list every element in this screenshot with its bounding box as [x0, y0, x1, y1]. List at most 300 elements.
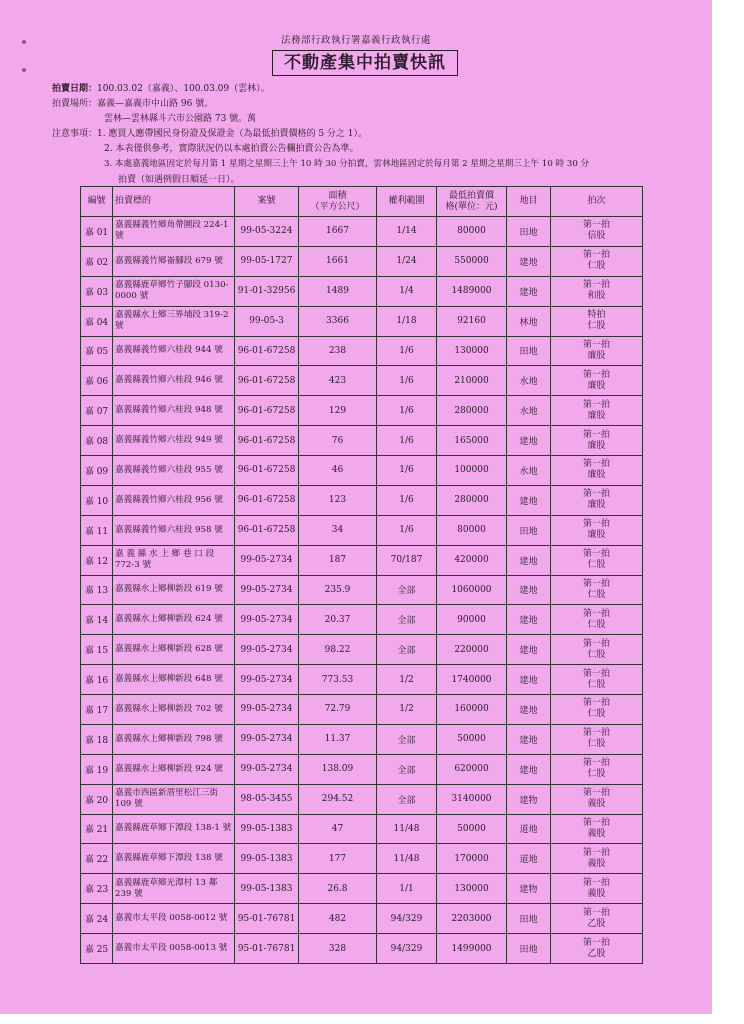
cell-area: 72.79 — [299, 695, 377, 725]
round-label: 第一拍 — [582, 877, 610, 888]
cell-price: 130000 — [437, 336, 507, 366]
cell-rights: 1/6 — [377, 396, 437, 426]
cell-land: 建地 — [507, 485, 551, 515]
cell-case: 99-05-3224 — [235, 217, 299, 247]
cell-case: 99-05-1383 — [235, 814, 299, 844]
round-label: 第一拍 — [582, 280, 610, 291]
cell-price: 165000 — [437, 426, 507, 456]
auction-place-line — [52, 96, 213, 109]
cell-round — [551, 844, 643, 874]
cell-land: 林地 — [507, 306, 551, 336]
cell-price: 210000 — [437, 366, 507, 396]
cell-area: 1661 — [299, 246, 377, 276]
round-label: 第一拍 — [582, 608, 610, 619]
table-row — [81, 814, 643, 844]
punch-hole — [22, 68, 26, 72]
cell-target: 嘉義縣義竹鄉六桂段 955 號 — [113, 456, 235, 486]
cell-target: 嘉義縣水上鄉柳新段 924 號 — [113, 754, 235, 784]
cell-id: 嘉 13 — [81, 575, 113, 605]
court-division: 和股 — [587, 291, 606, 302]
document-title: 不動產集中拍賣快訊 — [272, 50, 458, 76]
round-label: 第一拍 — [582, 220, 610, 231]
cell-rights: 94/329 — [377, 904, 437, 934]
table-row — [81, 366, 643, 396]
table-row — [81, 426, 643, 456]
cell-id: 嘉 18 — [81, 724, 113, 754]
cell-id: 嘉 23 — [81, 874, 113, 904]
cell-land: 建地 — [507, 575, 551, 605]
round-label: 第一拍 — [582, 937, 610, 948]
cell-case: 96-01-67258 — [235, 426, 299, 456]
cell-area: 98.22 — [299, 635, 377, 665]
cell-case: 99-05-2734 — [235, 635, 299, 665]
table-body — [81, 217, 643, 964]
cell-target: 嘉義縣鹿草鄉下潭段 138 號 — [113, 844, 235, 874]
cell-rights: 1/6 — [377, 456, 437, 486]
cell-area: 26.8 — [299, 874, 377, 904]
cell-round — [551, 754, 643, 784]
table-row — [81, 784, 643, 814]
cell-id: 嘉 08 — [81, 426, 113, 456]
court-division: 仁股 — [587, 321, 606, 332]
cell-price: 420000 — [437, 545, 507, 575]
round-label: 第一拍 — [582, 907, 610, 918]
cell-target: 嘉義縣義竹鄉六桂段 958 號 — [113, 515, 235, 545]
auction-place-yunlin: 雲林—雲林縣斗六市公園路 73 號。萬 — [104, 114, 257, 124]
cell-land: 建地 — [507, 665, 551, 695]
cell-rights: 1/6 — [377, 515, 437, 545]
cell-round — [551, 695, 643, 725]
table-row — [81, 545, 643, 575]
cell-case: 98-05-3455 — [235, 784, 299, 814]
cell-land: 建物 — [507, 784, 551, 814]
cell-round — [551, 545, 643, 575]
round-label: 特拍 — [587, 310, 606, 321]
auction-table — [80, 186, 643, 964]
cell-land: 田地 — [507, 904, 551, 934]
cell-case: 95-01-76781 — [235, 934, 299, 964]
cell-round — [551, 575, 643, 605]
table-row — [81, 904, 643, 934]
cell-area: 1667 — [299, 217, 377, 247]
round-label: 第一拍 — [582, 339, 610, 350]
cell-rights: 1/14 — [377, 217, 437, 247]
cell-round — [551, 635, 643, 665]
cell-case: 99-05-2734 — [235, 754, 299, 784]
round-label: 第一拍 — [582, 638, 610, 649]
cell-area: 76 — [299, 426, 377, 456]
cell-area: 47 — [299, 814, 377, 844]
table-row — [81, 456, 643, 486]
cell-case: 99-05-2734 — [235, 545, 299, 575]
cell-id: 嘉 09 — [81, 456, 113, 486]
cell-id: 嘉 19 — [81, 754, 113, 784]
col-header-price: 最低拍賣價 格(單位：元) — [437, 187, 507, 217]
table-row — [81, 246, 643, 276]
cell-round — [551, 276, 643, 306]
cell-round — [551, 306, 643, 336]
cell-price: 220000 — [437, 635, 507, 665]
agency-name: 法務部行政執行署嘉義行政執行處 — [280, 35, 431, 46]
court-division: 仁股 — [587, 709, 606, 720]
cell-area: 187 — [299, 545, 377, 575]
cell-id: 嘉 15 — [81, 635, 113, 665]
cell-rights: 1/6 — [377, 366, 437, 396]
cell-id: 嘉 04 — [81, 306, 113, 336]
court-division: 信股 — [587, 231, 606, 242]
notes-label: 注意事項： — [52, 129, 98, 139]
cell-price: 100000 — [437, 456, 507, 486]
cell-price: 1060000 — [437, 575, 507, 605]
auction-place-label: 拍賣場所： — [52, 99, 98, 109]
cell-target: 嘉義縣義竹鄉角帶圍段 224-1 號 — [113, 217, 235, 247]
cell-price: 130000 — [437, 874, 507, 904]
table-row — [81, 695, 643, 725]
cell-area: 177 — [299, 844, 377, 874]
cell-target: 嘉義縣義竹鄉六桂段 944 號 — [113, 336, 235, 366]
cell-case: 91-01-32956 — [235, 276, 299, 306]
cell-price: 160000 — [437, 695, 507, 725]
table-row — [81, 665, 643, 695]
round-label: 第一拍 — [582, 788, 610, 799]
court-division: 仁股 — [587, 560, 606, 571]
auction-date-value: 100.03.02（嘉義）、100.03.09（雲林）。 — [97, 84, 270, 94]
table-row — [81, 934, 643, 964]
table-row — [81, 396, 643, 426]
cell-price: 50000 — [437, 814, 507, 844]
auction-place-chiayi: 嘉義—嘉義市中山路 96 號。 — [97, 99, 214, 109]
table-row — [81, 306, 643, 336]
round-label: 第一拍 — [582, 489, 610, 500]
cell-land: 水地 — [507, 396, 551, 426]
note-3-continued: 拍賣（如遇例假日順延一日）。 — [118, 175, 240, 185]
cell-land: 建地 — [507, 754, 551, 784]
cell-target: 嘉義縣義竹鄉崙腳段 679 號 — [113, 246, 235, 276]
cell-area: 34 — [299, 515, 377, 545]
round-label: 第一拍 — [582, 728, 610, 739]
cell-rights: 1/18 — [377, 306, 437, 336]
cell-rights: 全部 — [377, 784, 437, 814]
cell-id: 嘉 24 — [81, 904, 113, 934]
cell-land: 田地 — [507, 217, 551, 247]
cell-round — [551, 217, 643, 247]
cell-case: 96-01-67258 — [235, 485, 299, 515]
table-row — [81, 724, 643, 754]
court-division: 廉股 — [587, 350, 606, 361]
cell-area: 482 — [299, 904, 377, 934]
cell-id: 嘉 07 — [81, 396, 113, 426]
court-division: 廉股 — [587, 470, 606, 481]
round-label: 第一拍 — [582, 847, 610, 858]
cell-target: 嘉義縣鹿草鄉光潭村 13 鄰 239 號 — [113, 874, 235, 904]
note-2: 2. 本表僅供參考，實際狀況仍以本處拍賣公告欄拍賣公告為準。 — [104, 144, 359, 154]
cell-land: 建地 — [507, 246, 551, 276]
court-division: 仁股 — [587, 769, 606, 780]
cell-round — [551, 814, 643, 844]
cell-price: 280000 — [437, 485, 507, 515]
cell-case: 96-01-67258 — [235, 366, 299, 396]
court-division: 廉股 — [587, 530, 606, 541]
notes-line-1 — [52, 126, 367, 139]
cell-case: 99-05-2734 — [235, 665, 299, 695]
cell-id: 嘉 21 — [81, 814, 113, 844]
cell-case: 96-01-67258 — [235, 336, 299, 366]
court-division: 義股 — [587, 828, 606, 839]
cell-rights: 94/329 — [377, 934, 437, 964]
col-header-area: 面積 （平方公尺） — [299, 187, 377, 217]
note-1: 1. 應買人應帶國民身份證及保證金（為最低拍賣價格的 5 分之 1）。 — [97, 129, 367, 139]
court-division: 廉股 — [587, 410, 606, 421]
table-row — [81, 575, 643, 605]
court-division: 廉股 — [587, 440, 606, 451]
cell-id: 嘉 05 — [81, 336, 113, 366]
table-header-row — [81, 187, 643, 217]
cell-land: 田地 — [507, 515, 551, 545]
table-row — [81, 276, 643, 306]
cell-id: 嘉 12 — [81, 545, 113, 575]
cell-land: 建地 — [507, 695, 551, 725]
table-row — [81, 515, 643, 545]
cell-id: 嘉 03 — [81, 276, 113, 306]
note-3: 3. 本處嘉義地區固定於每月第 1 星期之星期三上午 10 時 30 分拍賣，雲林地區固定於每月第 2 星期之星期三上午 10 時 30 分 — [104, 159, 590, 169]
cell-target: 嘉義縣鹿草鄉下潭段 138-1 號 — [113, 814, 235, 844]
cell-area: 11.37 — [299, 724, 377, 754]
cell-round — [551, 246, 643, 276]
col-header-target: 拍賣標的 — [113, 187, 235, 217]
cell-land: 建地 — [507, 635, 551, 665]
cell-land: 建地 — [507, 545, 551, 575]
col-header-rights: 權利範圍 — [377, 187, 437, 217]
cell-case: 99-05-2734 — [235, 575, 299, 605]
cell-price: 50000 — [437, 724, 507, 754]
cell-area: 294.52 — [299, 784, 377, 814]
cell-rights: 1/6 — [377, 485, 437, 515]
cell-rights: 1/24 — [377, 246, 437, 276]
cell-land: 建地 — [507, 276, 551, 306]
cell-area: 773.53 — [299, 665, 377, 695]
cell-area: 138.09 — [299, 754, 377, 784]
court-division: 仁股 — [587, 619, 606, 630]
cell-price: 620000 — [437, 754, 507, 784]
col-header-case: 案號 — [235, 187, 299, 217]
cell-rights: 11/48 — [377, 844, 437, 874]
cell-case: 99-05-2734 — [235, 695, 299, 725]
cell-round — [551, 665, 643, 695]
cell-target: 嘉 義 縣 水 上 鄉 巷 口 段 772-3 號 — [113, 545, 235, 575]
table-row — [81, 874, 643, 904]
cell-id: 嘉 11 — [81, 515, 113, 545]
round-label: 第一拍 — [582, 429, 610, 440]
cell-area: 423 — [299, 366, 377, 396]
cell-rights: 1/6 — [377, 336, 437, 366]
cell-land: 水地 — [507, 366, 551, 396]
cell-land: 田地 — [507, 336, 551, 366]
court-division: 仁股 — [587, 679, 606, 690]
cell-target: 嘉義市西區新厝里松江三街 109 號 — [113, 784, 235, 814]
round-label: 第一拍 — [582, 519, 610, 530]
cell-id: 嘉 10 — [81, 485, 113, 515]
cell-price: 2203000 — [437, 904, 507, 934]
cell-rights: 11/48 — [377, 814, 437, 844]
cell-round — [551, 485, 643, 515]
cell-case: 96-01-67258 — [235, 456, 299, 486]
cell-rights: 1/1 — [377, 874, 437, 904]
cell-area: 46 — [299, 456, 377, 486]
round-label: 第一拍 — [582, 817, 610, 828]
cell-target: 嘉義縣水上鄉三界埔段 319-2 號 — [113, 306, 235, 336]
court-division: 乙股 — [587, 948, 606, 959]
auction-date-label: 拍賣日期： — [52, 84, 98, 94]
cell-round — [551, 366, 643, 396]
cell-rights: 1/6 — [377, 426, 437, 456]
table-row — [81, 217, 643, 247]
cell-price: 80000 — [437, 515, 507, 545]
cell-round — [551, 724, 643, 754]
cell-round — [551, 396, 643, 426]
cell-id: 嘉 02 — [81, 246, 113, 276]
cell-rights: 全部 — [377, 605, 437, 635]
cell-price: 3140000 — [437, 784, 507, 814]
court-division: 仁股 — [587, 261, 606, 272]
cell-case: 99-05-2734 — [235, 605, 299, 635]
court-division: 仁股 — [587, 649, 606, 660]
cell-round — [551, 784, 643, 814]
cell-price: 90000 — [437, 605, 507, 635]
col-header-id: 編號 — [81, 187, 113, 217]
cell-id: 嘉 06 — [81, 366, 113, 396]
cell-rights: 全部 — [377, 754, 437, 784]
cell-round — [551, 605, 643, 635]
cell-land: 建地 — [507, 724, 551, 754]
cell-target: 嘉義縣水上鄉柳新段 702 號 — [113, 695, 235, 725]
cell-rights: 1/2 — [377, 665, 437, 695]
cell-round — [551, 456, 643, 486]
cell-target: 嘉義縣水上鄉柳新段 619 號 — [113, 575, 235, 605]
table-row — [81, 844, 643, 874]
cell-area: 3366 — [299, 306, 377, 336]
cell-area: 238 — [299, 336, 377, 366]
cell-target: 嘉義縣義竹鄉六桂段 956 號 — [113, 485, 235, 515]
cell-case: 99-05-2734 — [235, 724, 299, 754]
cell-land: 建地 — [507, 605, 551, 635]
cell-land: 建地 — [507, 426, 551, 456]
col-header-land: 地目 — [507, 187, 551, 217]
round-label: 第一拍 — [582, 698, 610, 709]
round-label: 第一拍 — [582, 250, 610, 261]
cell-area: 328 — [299, 934, 377, 964]
cell-target: 嘉義縣義竹鄉六桂段 946 號 — [113, 366, 235, 396]
cell-rights: 70/187 — [377, 545, 437, 575]
cell-case: 96-01-67258 — [235, 515, 299, 545]
cell-land: 道地 — [507, 844, 551, 874]
cell-case: 96-01-67258 — [235, 396, 299, 426]
cell-target: 嘉義縣義竹鄉六桂段 948 號 — [113, 396, 235, 426]
col-header-round: 拍次 — [551, 187, 643, 217]
round-label: 第一拍 — [582, 399, 610, 410]
court-division: 義股 — [587, 799, 606, 810]
table-row — [81, 754, 643, 784]
round-label: 第一拍 — [582, 578, 610, 589]
cell-case: 99-05-3 — [235, 306, 299, 336]
cell-id: 嘉 22 — [81, 844, 113, 874]
cell-case: 99-05-1383 — [235, 844, 299, 874]
cell-price: 80000 — [437, 217, 507, 247]
cell-price: 550000 — [437, 246, 507, 276]
court-division: 廉股 — [587, 500, 606, 511]
cell-rights: 全部 — [377, 635, 437, 665]
cell-target: 嘉義縣鹿草鄉竹子腳段 0130-0000 號 — [113, 276, 235, 306]
cell-area: 1489 — [299, 276, 377, 306]
cell-id: 嘉 25 — [81, 934, 113, 964]
round-label: 第一拍 — [582, 758, 610, 769]
cell-price: 92160 — [437, 306, 507, 336]
cell-id: 嘉 14 — [81, 605, 113, 635]
court-division: 仁股 — [587, 589, 606, 600]
cell-id: 嘉 01 — [81, 217, 113, 247]
round-label: 第一拍 — [582, 549, 610, 560]
cell-round — [551, 336, 643, 366]
cell-area: 129 — [299, 396, 377, 426]
cell-target: 嘉義市太平段 0058-0013 號 — [113, 934, 235, 964]
cell-case: 99-05-1727 — [235, 246, 299, 276]
cell-id: 嘉 16 — [81, 665, 113, 695]
cell-round — [551, 904, 643, 934]
cell-target: 嘉義縣水上鄉柳新段 628 號 — [113, 635, 235, 665]
cell-round — [551, 874, 643, 904]
cell-target: 嘉義縣水上鄉柳新段 648 號 — [113, 665, 235, 695]
cell-target: 嘉義縣水上鄉柳新段 624 號 — [113, 605, 235, 635]
cell-case: 95-01-76781 — [235, 904, 299, 934]
cell-land: 建物 — [507, 874, 551, 904]
cell-round — [551, 426, 643, 456]
court-division: 仁股 — [587, 739, 606, 750]
cell-id: 嘉 20 — [81, 784, 113, 814]
cell-rights: 1/2 — [377, 695, 437, 725]
cell-target: 嘉義縣水上鄉柳新段 798 號 — [113, 724, 235, 754]
cell-area: 123 — [299, 485, 377, 515]
cell-rights: 1/4 — [377, 276, 437, 306]
cell-target: 嘉義市太平段 0058-0012 號 — [113, 904, 235, 934]
round-label: 第一拍 — [582, 369, 610, 380]
cell-land: 水地 — [507, 456, 551, 486]
auction-date-line — [52, 81, 270, 94]
table-row — [81, 605, 643, 635]
cell-land: 田地 — [507, 934, 551, 964]
cell-area: 20.37 — [299, 605, 377, 635]
cell-round — [551, 515, 643, 545]
cell-target: 嘉義縣義竹鄉六桂段 949 號 — [113, 426, 235, 456]
cell-rights: 全部 — [377, 724, 437, 754]
court-division: 廉股 — [587, 380, 606, 391]
table-row — [81, 485, 643, 515]
cell-land: 道地 — [507, 814, 551, 844]
table-row — [81, 635, 643, 665]
court-division: 乙股 — [587, 918, 606, 929]
cell-price: 280000 — [437, 396, 507, 426]
round-label: 第一拍 — [582, 459, 610, 470]
court-division: 義股 — [587, 888, 606, 899]
cell-case: 99-05-1383 — [235, 874, 299, 904]
cell-id: 嘉 17 — [81, 695, 113, 725]
cell-price: 1489000 — [437, 276, 507, 306]
table-row — [81, 336, 643, 366]
court-division: 義股 — [587, 858, 606, 869]
cell-price: 1740000 — [437, 665, 507, 695]
cell-price: 170000 — [437, 844, 507, 874]
cell-round — [551, 934, 643, 964]
cell-price: 1499000 — [437, 934, 507, 964]
cell-rights: 全部 — [377, 575, 437, 605]
